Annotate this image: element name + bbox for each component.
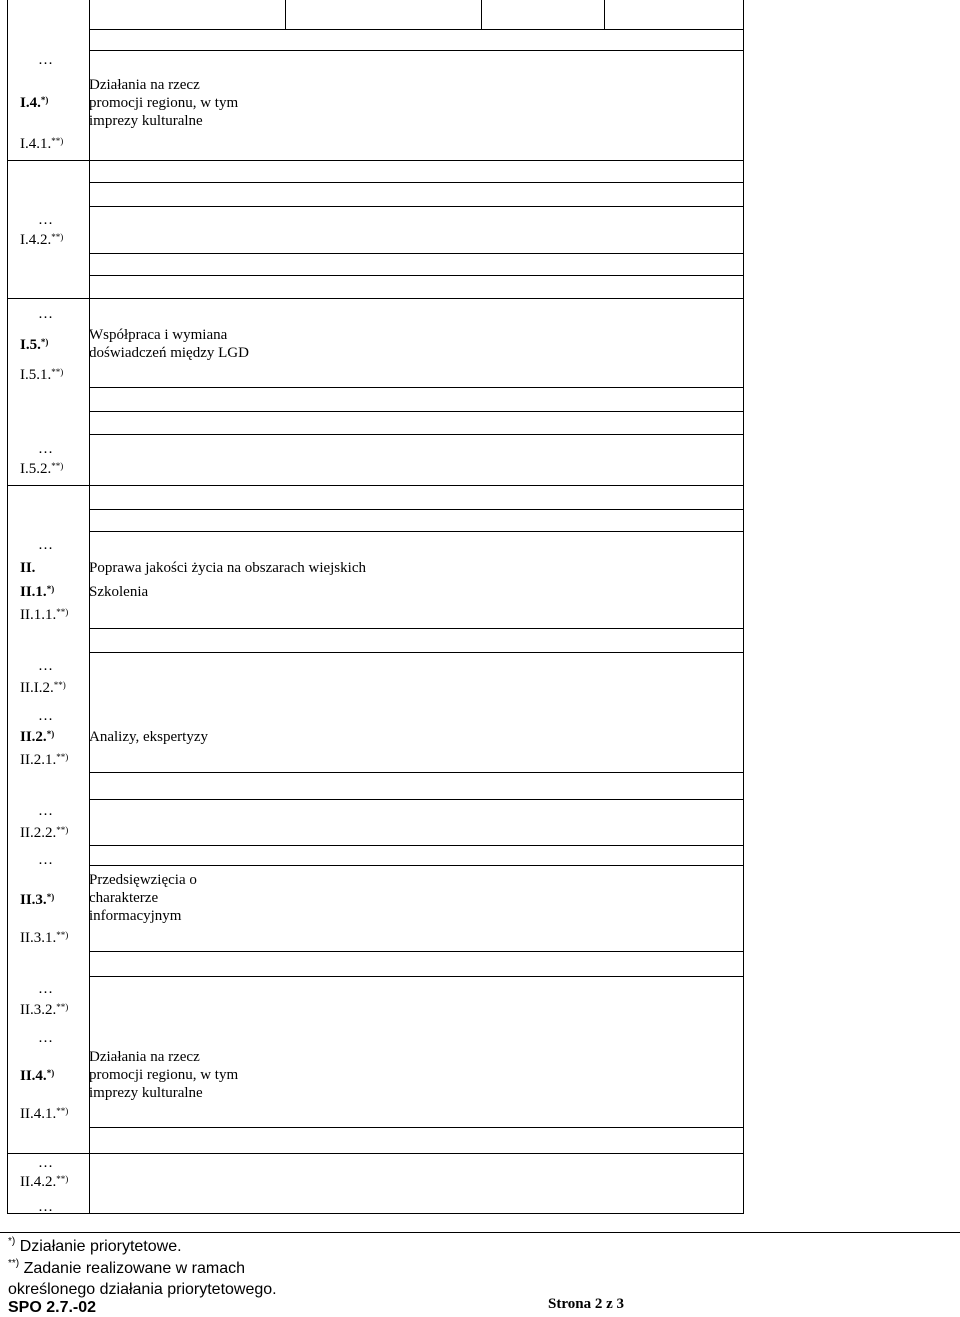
item-code-text: II.3.1. (20, 930, 57, 946)
item-code (20, 729, 54, 746)
item-description: Szkolenia (89, 584, 149, 600)
footnote-marker: *) (46, 729, 55, 739)
item-code-text: … (38, 852, 53, 868)
item-code (20, 1002, 68, 1019)
item-description: Poprawa jakości życia na obszarach wiejskich (89, 560, 366, 576)
item-description: Przedsięwzięcia o (89, 872, 197, 888)
footnote-marker: **) (51, 232, 64, 242)
footnote-marker: **) (56, 1002, 69, 1012)
item-code-text: I.4.1. (20, 136, 52, 152)
item-code-text: … (38, 441, 53, 457)
footnote-1 (8, 1237, 182, 1256)
item-code-text: II.1. (20, 584, 47, 600)
item-code-text: II.1.1. (20, 607, 57, 623)
footnote-2-text-line1: Zadanie realizowane w ramach (23, 1260, 246, 1277)
ellipsis-row-marker (38, 981, 53, 998)
item-code-text: II.I.2. (20, 680, 54, 696)
item-code-text: … (38, 708, 53, 724)
item-code-text: … (38, 1199, 53, 1215)
item-code (20, 1068, 54, 1085)
item-code-text: I.5.1. (20, 367, 52, 383)
item-code-text: I.4.2. (20, 232, 52, 248)
item-code-text: … (38, 1030, 53, 1046)
ellipsis-row-marker (38, 537, 53, 554)
item-code (20, 584, 54, 601)
ellipsis-row-marker (38, 1199, 53, 1216)
item-code-text: … (38, 981, 53, 997)
item-code-text: II.4.2. (20, 1174, 57, 1190)
item-code (20, 1106, 68, 1123)
page-number: Strona 2 z 3 (548, 1296, 624, 1312)
item-code (20, 680, 66, 697)
item-code (20, 1174, 68, 1191)
footnote-marker: *) (40, 95, 49, 105)
item-code-text: … (38, 803, 53, 819)
footnote-marker: **) (56, 607, 69, 617)
item-description: Analizy, ekspertyzy (89, 729, 208, 745)
item-description: Działania na rzecz (89, 1049, 200, 1065)
footnote-marker: **) (56, 752, 69, 762)
footnote-marker: *) (46, 892, 55, 902)
item-description: promocji regionu, w tym (89, 95, 239, 111)
item-description: informacyjnym (89, 908, 182, 924)
item-code-text: … (38, 52, 53, 68)
footnote-marker: **) (51, 136, 64, 146)
item-description: Działania na rzecz (89, 77, 200, 93)
item-code (20, 607, 68, 624)
item-code-text: I.5. (20, 337, 41, 353)
footnote-marker: *) (46, 1068, 55, 1078)
footnote-marker: **) (56, 1106, 69, 1116)
item-code-text: … (38, 658, 53, 674)
item-code (20, 461, 63, 478)
item-code-text: … (38, 212, 53, 228)
item-description: imprezy kulturalne (89, 113, 203, 129)
ellipsis-row-marker (38, 658, 53, 675)
footnote-marker: **) (51, 367, 64, 377)
ellipsis-row-marker (38, 52, 53, 69)
item-code (20, 232, 63, 249)
item-code-text: … (38, 537, 53, 553)
footnote-marker: **) (51, 461, 64, 471)
footnote-2 (8, 1259, 245, 1278)
item-description: Współpraca i wymiana (89, 327, 228, 343)
item-code-text: II.2. (20, 729, 47, 745)
item-code (20, 752, 68, 769)
item-code (20, 136, 63, 153)
item-code (20, 560, 35, 577)
item-code (20, 930, 68, 947)
item-code (20, 337, 48, 354)
item-code (20, 367, 63, 384)
footnote-1-text: Działanie priorytetowe. (19, 1238, 182, 1255)
footnote-marker: *) (40, 337, 49, 347)
item-description: imprezy kulturalne (89, 1085, 203, 1101)
ellipsis-row-marker (38, 803, 53, 820)
item-code-text: II.4. (20, 1068, 47, 1084)
footnote-marker: **) (56, 1174, 69, 1184)
item-code-text: I.4. (20, 95, 41, 111)
item-code-text: … (38, 306, 53, 322)
ellipsis-row-marker (38, 852, 53, 869)
item-code-text: II. (20, 560, 36, 576)
footnote-marker: **) (56, 825, 69, 835)
item-code-text: II.3.2. (20, 1002, 57, 1018)
item-code (20, 825, 68, 842)
ellipsis-row-marker (38, 1030, 53, 1047)
item-code (20, 95, 48, 112)
item-code-text: I.5.2. (20, 461, 52, 477)
footnote-marker: *) (46, 584, 55, 594)
ellipsis-row-marker (38, 1155, 53, 1172)
ellipsis-row-marker (38, 441, 53, 458)
item-code-text: II.2.2. (20, 825, 57, 841)
footnote-2-continuation: określonego działania priorytetowego. (8, 1281, 277, 1298)
footnote-2-marker: **) (8, 1258, 20, 1269)
item-code (20, 892, 54, 909)
item-code-text: II.3. (20, 892, 47, 908)
item-description: promocji regionu, w tym (89, 1067, 239, 1083)
item-description: doświadczeń między LGD (89, 345, 249, 361)
item-description: charakterze (89, 890, 159, 906)
ellipsis-row-marker (38, 708, 53, 725)
document-code: SPO 2.7.-02 (8, 1299, 97, 1316)
item-code-text: … (38, 1155, 53, 1171)
footnote-1-marker: *) (8, 1236, 16, 1247)
item-code-text: II.2.1. (20, 752, 57, 768)
ellipsis-row-marker (38, 306, 53, 323)
footnote-marker: **) (56, 930, 69, 940)
footnote-marker: **) (53, 680, 66, 690)
ellipsis-row-marker (38, 212, 53, 229)
item-code-text: II.4.1. (20, 1106, 57, 1122)
